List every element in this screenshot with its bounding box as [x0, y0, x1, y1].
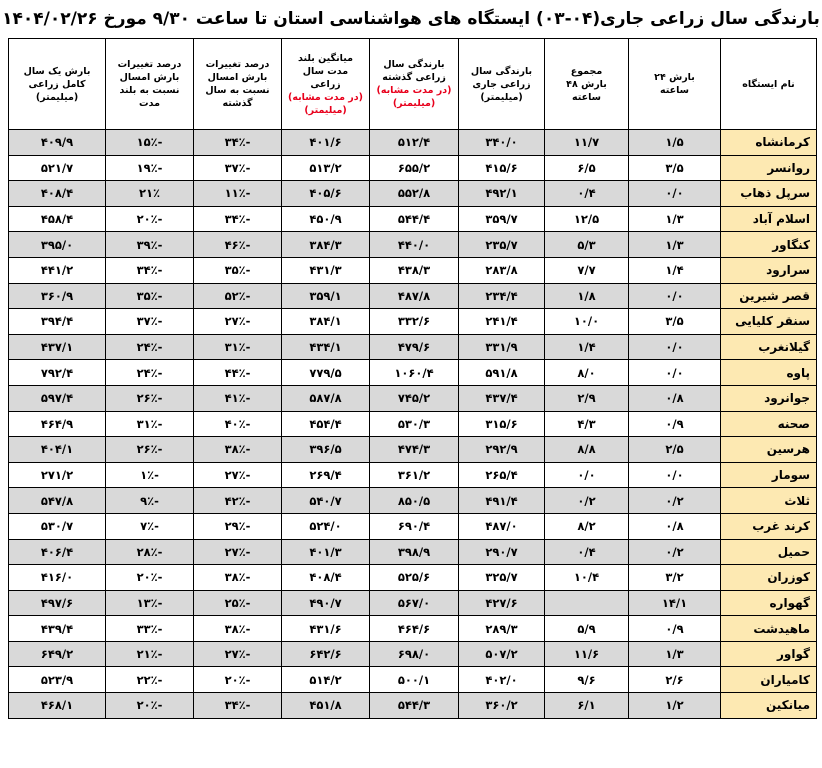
change-vs-last-year: -۲۷٪ [194, 641, 282, 667]
last-year-rain: ۵۱۲/۴ [370, 130, 459, 156]
current-year-rain: ۲۳۵/۷ [459, 232, 545, 258]
rain-48h: ۱/۴ [545, 334, 629, 360]
rain-48h: ۰/۲ [545, 488, 629, 514]
table-row [9, 539, 817, 565]
full-year-rain: ۵۲۱/۷ [9, 155, 106, 181]
header-line: درصد تغییرات [117, 59, 182, 70]
rain-48h: ۸/۸ [545, 437, 629, 463]
full-year-rain: ۵۹۷/۴ [9, 385, 106, 411]
table-row [9, 181, 817, 207]
current-year-rain: ۲۸۹/۳ [459, 616, 545, 642]
last-year-header [370, 39, 459, 130]
rain-48h: ۱۰/۰ [545, 309, 629, 335]
change-vs-long-term: -۲۶٪ [106, 385, 194, 411]
change-vs-long-term: -۲۰٪ [106, 565, 194, 591]
long-term-mean: ۲۶۹/۴ [282, 462, 370, 488]
table-row [9, 565, 817, 591]
full-year-header [9, 39, 106, 130]
full-year-rain: ۳۹۵/۰ [9, 232, 106, 258]
station-name: هرسین [721, 437, 817, 463]
full-year-rain: ۳۶۰/۹ [9, 283, 106, 309]
last-year-rain: ۴۳۸/۳ [370, 257, 459, 283]
current-year-rain: ۵۹۱/۸ [459, 360, 545, 386]
change-vs-long-term: -۷٪ [106, 513, 194, 539]
current-year-rain: ۳۴۰/۰ [459, 130, 545, 156]
station-name: میانکین [721, 693, 817, 719]
station-name: اسلام آباد [721, 206, 817, 232]
table-row [9, 283, 817, 309]
station-name: صحنه [721, 411, 817, 437]
rain-24h: ۱/۳ [629, 232, 721, 258]
rain-24h: ۰/۰ [629, 360, 721, 386]
change-vs-last-year: -۳۴٪ [194, 130, 282, 156]
current-year-rain: ۳۱۵/۶ [459, 411, 545, 437]
change-vs-long-term: -۲۸٪ [106, 539, 194, 565]
table-header-row [9, 39, 817, 130]
last-year-rain: ۸۵۰/۵ [370, 488, 459, 514]
change-vs-long-term: -۹٪ [106, 488, 194, 514]
header-line: مجموع [570, 65, 603, 77]
full-year-rain: ۵۳۰/۷ [9, 513, 106, 539]
change-vs-last-year-header [194, 39, 282, 130]
rain-24h: ۰/۲ [629, 488, 721, 514]
report-title: بارندگی سال زراعی جاری(۰۴-۰۳) ایستگاه های هواشناسی استان تا ساعت ۹/۳۰ مورخ ۱۴۰۴/۰۲/۲۶ [2, 9, 820, 29]
rain-48h: ۶/۱ [545, 693, 629, 719]
change-vs-last-year: -۲۷٪ [194, 539, 282, 565]
full-year-rain: ۳۹۴/۴ [9, 309, 106, 335]
long-term-mean: ۴۳۴/۱ [282, 334, 370, 360]
rain-24h: ۰/۲ [629, 539, 721, 565]
full-year-rain: ۴۹۷/۶ [9, 590, 106, 616]
change-vs-long-term: -۳۷٪ [106, 309, 194, 335]
current-year-rain: ۳۲۵/۷ [459, 565, 545, 591]
long-term-mean: ۳۵۹/۱ [282, 283, 370, 309]
long-term-header [282, 39, 370, 130]
change-vs-last-year: -۳۱٪ [194, 334, 282, 360]
rain-48h: ۱۱/۷ [545, 130, 629, 156]
table-row [9, 130, 817, 156]
header-line: ساعته [571, 91, 602, 103]
current-year-rain: ۴۰۲/۰ [459, 667, 545, 693]
rainfall-table [8, 38, 817, 719]
last-year-rain: ۵۵۲/۸ [370, 181, 459, 207]
header-note: (در مدت مشابه) [376, 85, 452, 96]
current-year-rain: ۲۸۳/۸ [459, 257, 545, 283]
long-term-mean: ۵۱۴/۲ [282, 667, 370, 693]
table-row [9, 334, 817, 360]
table-row [9, 155, 817, 181]
long-term-mean: ۵۲۴/۰ [282, 513, 370, 539]
full-year-rain: ۲۷۱/۲ [9, 462, 106, 488]
last-year-rain: ۳۳۲/۶ [370, 309, 459, 335]
current-year-rain: ۴۸۷/۰ [459, 513, 545, 539]
station-name: ماهیدشت [721, 616, 817, 642]
table-row [9, 360, 817, 386]
last-year-rain: ۵۳۰/۳ [370, 411, 459, 437]
header-note: (در مدت مشابه) [287, 91, 363, 103]
change-vs-last-year: -۳۷٪ [194, 155, 282, 181]
long-term-mean: ۵۸۷/۸ [282, 385, 370, 411]
current-year-rain: ۳۵۹/۷ [459, 206, 545, 232]
long-term-mean: ۷۷۹/۵ [282, 360, 370, 386]
change-vs-long-term-header [106, 39, 194, 130]
rain-48h: ۵/۹ [545, 616, 629, 642]
header-line: گذشته [222, 98, 253, 109]
change-vs-last-year: -۳۸٪ [194, 565, 282, 591]
station-name: جوانرود [721, 385, 817, 411]
rain-48h: ۰/۰ [545, 462, 629, 488]
long-term-mean: ۴۰۱/۳ [282, 539, 370, 565]
change-vs-last-year: -۲۷٪ [194, 462, 282, 488]
current-year-rain: ۲۹۲/۹ [459, 437, 545, 463]
long-term-mean: ۳۸۴/۱ [282, 309, 370, 335]
current-year-rain: ۲۶۵/۴ [459, 462, 545, 488]
rain-48h: ۸/۲ [545, 513, 629, 539]
rain-48h: ۸/۰ [545, 360, 629, 386]
change-vs-last-year: -۳۴٪ [194, 693, 282, 719]
long-term-mean: ۴۰۵/۶ [282, 181, 370, 207]
change-vs-long-term: -۳۹٪ [106, 232, 194, 258]
station-name-header [721, 39, 817, 130]
rain-24h: ۱/۴ [629, 257, 721, 283]
header-line: بارش یک سال [23, 65, 91, 77]
current-year-rain: ۲۹۰/۷ [459, 539, 545, 565]
change-vs-long-term: -۱٪ [106, 462, 194, 488]
full-year-rain: ۵۴۷/۸ [9, 488, 106, 514]
header-line: نام ایستگاه [742, 78, 795, 90]
table-row [9, 309, 817, 335]
rain-48h: ۲/۹ [545, 385, 629, 411]
change-vs-long-term: ۲۱٪ [106, 181, 194, 207]
last-year-rain: ۶۹۸/۰ [370, 641, 459, 667]
change-vs-long-term: -۲۰٪ [106, 206, 194, 232]
rain-24h: ۰/۸ [629, 385, 721, 411]
station-name: سرپل ذهاب [721, 181, 817, 207]
last-year-rain: ۴۷۴/۳ [370, 437, 459, 463]
current-year-rain: ۴۹۱/۴ [459, 488, 545, 514]
rain-48h: ۱۰/۴ [545, 565, 629, 591]
rain-48h: ۰/۴ [545, 539, 629, 565]
full-year-rain: ۴۴۱/۲ [9, 257, 106, 283]
rain-24h: ۳/۵ [629, 309, 721, 335]
full-year-rain: ۴۰۹/۹ [9, 130, 106, 156]
current-year-rain: ۳۳۱/۹ [459, 334, 545, 360]
station-name: سنقر کلیایی [721, 309, 817, 335]
rain-48h: ۶/۵ [545, 155, 629, 181]
table-row [9, 257, 817, 283]
last-year-rain: ۳۶۱/۲ [370, 462, 459, 488]
table-body [9, 130, 817, 719]
change-vs-long-term: -۱۳٪ [106, 590, 194, 616]
full-year-rain: ۴۰۴/۱ [9, 437, 106, 463]
rain-48h: ۱۲/۵ [545, 206, 629, 232]
change-vs-last-year: -۲۷٪ [194, 309, 282, 335]
full-year-rain: ۵۲۳/۹ [9, 667, 106, 693]
station-name: گهواره [721, 590, 817, 616]
last-year-rain: ۴۷۹/۶ [370, 334, 459, 360]
header-line: بارش امسال [207, 72, 268, 83]
change-vs-long-term: -۲۰٪ [106, 693, 194, 719]
station-name: کوزران [721, 565, 817, 591]
rain-24h: ۲/۶ [629, 667, 721, 693]
long-term-mean: ۴۵۴/۴ [282, 411, 370, 437]
current-year-rain: ۳۶۰/۲ [459, 693, 545, 719]
rain-48h: ۱۱/۶ [545, 641, 629, 667]
station-name: سومار [721, 462, 817, 488]
long-term-mean: ۳۸۴/۳ [282, 232, 370, 258]
change-vs-last-year: -۳۸٪ [194, 437, 282, 463]
long-term-mean: ۵۱۳/۲ [282, 155, 370, 181]
header-line: بارش ۲۴ [654, 72, 695, 83]
change-vs-last-year: -۱۱٪ [194, 181, 282, 207]
table-row [9, 385, 817, 411]
full-year-rain: ۴۶۴/۹ [9, 411, 106, 437]
rain-24h: ۰/۹ [629, 616, 721, 642]
last-year-rain: ۳۹۸/۹ [370, 539, 459, 565]
long-term-mean: ۴۵۰/۹ [282, 206, 370, 232]
change-vs-last-year: -۴۱٪ [194, 385, 282, 411]
station-name: سرارود [721, 257, 817, 283]
rain-24h: ۱/۳ [629, 206, 721, 232]
rain-24h: ۱۴/۱ [629, 590, 721, 616]
table-row [9, 437, 817, 463]
station-name: ثلاث [721, 488, 817, 514]
rain-48h: ۰/۴ [545, 181, 629, 207]
table-row [9, 206, 817, 232]
last-year-rain: ۵۲۵/۶ [370, 565, 459, 591]
last-year-rain: ۵۰۰/۱ [370, 667, 459, 693]
long-term-mean: ۴۰۱/۶ [282, 130, 370, 156]
change-vs-long-term: -۳۵٪ [106, 283, 194, 309]
header-line: نسبت به بلند [119, 85, 180, 96]
rain-24h: ۰/۰ [629, 283, 721, 309]
rain-48h: ۴/۳ [545, 411, 629, 437]
table-row [9, 513, 817, 539]
last-year-rain: ۴۸۷/۸ [370, 283, 459, 309]
header-note: (میلیمتر) [304, 104, 347, 116]
current-year-rain: ۲۴۱/۴ [459, 309, 545, 335]
table-row [9, 488, 817, 514]
header-line: (میلیمتر) [35, 91, 79, 103]
full-year-rain: ۶۴۹/۲ [9, 641, 106, 667]
rain-24h: ۱/۵ [629, 130, 721, 156]
change-vs-long-term: -۱۹٪ [106, 155, 194, 181]
last-year-rain: ۴۶۴/۶ [370, 616, 459, 642]
table-row [9, 462, 817, 488]
table-row [9, 693, 817, 719]
rain-24h: ۱/۲ [629, 693, 721, 719]
long-term-mean: ۴۰۸/۴ [282, 565, 370, 591]
station-name: حمیل [721, 539, 817, 565]
full-year-rain: ۴۳۷/۱ [9, 334, 106, 360]
station-name: گواور [721, 641, 817, 667]
header-line: ساعته [659, 85, 690, 96]
rain-24h: ۰/۹ [629, 411, 721, 437]
change-vs-long-term: -۱۵٪ [106, 130, 194, 156]
full-year-rain: ۴۰۸/۴ [9, 181, 106, 207]
last-year-rain: ۵۴۴/۴ [370, 206, 459, 232]
rain-48h: ۹/۶ [545, 667, 629, 693]
last-year-rain: ۵۴۴/۳ [370, 693, 459, 719]
rain-24h: ۳/۲ [629, 565, 721, 591]
change-vs-long-term: -۳۱٪ [106, 411, 194, 437]
header-line: زراعی [310, 78, 341, 90]
rain-24h: ۲/۵ [629, 437, 721, 463]
rain-48h-header [545, 39, 629, 130]
header-line: (میلیمتر) [480, 91, 523, 103]
rain-24h-header [629, 39, 721, 130]
header-note: (میلیمتر) [392, 98, 436, 109]
table-row [9, 667, 817, 693]
change-vs-last-year: -۵۲٪ [194, 283, 282, 309]
rain-24h: ۰/۸ [629, 513, 721, 539]
header-line: بارندگی سال [383, 59, 445, 70]
current-year-rain: ۴۱۵/۶ [459, 155, 545, 181]
table-row [9, 641, 817, 667]
station-name: قصر شیرین [721, 283, 817, 309]
station-name: پاوه [721, 360, 817, 386]
last-year-rain: ۶۹۰/۴ [370, 513, 459, 539]
table-row [9, 590, 817, 616]
full-year-rain: ۴۳۹/۴ [9, 616, 106, 642]
current-year-rain: ۴۲۷/۶ [459, 590, 545, 616]
last-year-rain: ۴۴۰/۰ [370, 232, 459, 258]
change-vs-long-term: -۳۴٪ [106, 257, 194, 283]
last-year-rain: ۶۵۵/۲ [370, 155, 459, 181]
change-vs-long-term: -۲۱٪ [106, 641, 194, 667]
table-row [9, 616, 817, 642]
last-year-rain: ۱۰۶۰/۴ [370, 360, 459, 386]
change-vs-last-year: -۴۰٪ [194, 411, 282, 437]
rain-24h: ۰/۰ [629, 462, 721, 488]
current-year-rain: ۴۳۷/۴ [459, 385, 545, 411]
rain-24h: ۰/۰ [629, 334, 721, 360]
full-year-rain: ۴۵۸/۴ [9, 206, 106, 232]
current-year-rain: ۴۹۲/۱ [459, 181, 545, 207]
header-line: زراعی گذشته [382, 72, 446, 83]
header-line: نسبت به سال [205, 85, 270, 96]
current-year-rain: ۲۳۴/۴ [459, 283, 545, 309]
last-year-rain: ۷۴۵/۲ [370, 385, 459, 411]
change-vs-long-term: -۳۳٪ [106, 616, 194, 642]
change-vs-last-year: -۲۵٪ [194, 590, 282, 616]
long-term-mean: ۳۹۶/۵ [282, 437, 370, 463]
change-vs-last-year: -۲۹٪ [194, 513, 282, 539]
table-row [9, 232, 817, 258]
station-name: کامیاران [721, 667, 817, 693]
rain-24h: ۳/۵ [629, 155, 721, 181]
rain-48h: ۷/۷ [545, 257, 629, 283]
change-vs-long-term: -۲۴٪ [106, 360, 194, 386]
long-term-mean: ۴۹۰/۷ [282, 590, 370, 616]
long-term-mean: ۵۴۰/۷ [282, 488, 370, 514]
change-vs-long-term: -۲۲٪ [106, 667, 194, 693]
header-line: کامل زراعی [28, 78, 86, 90]
table-row [9, 411, 817, 437]
station-name: روانسر [721, 155, 817, 181]
header-line: درصد تغییرات [205, 59, 270, 70]
header-line: مدت [139, 98, 160, 109]
header-line: بارش امسال [119, 72, 180, 83]
header-line: بارندگی سال [470, 65, 533, 77]
header-line: مدت سال [302, 65, 349, 77]
header-line: میانگین بلند [298, 52, 353, 64]
full-year-rain: ۷۹۲/۴ [9, 360, 106, 386]
station-name: گیلانغرب [721, 334, 817, 360]
change-vs-last-year: -۳۴٪ [194, 206, 282, 232]
change-vs-last-year: -۴۴٪ [194, 360, 282, 386]
rain-24h: ۰/۰ [629, 181, 721, 207]
station-name: کرند غرب [721, 513, 817, 539]
change-vs-long-term: -۲۶٪ [106, 437, 194, 463]
change-vs-long-term: -۲۴٪ [106, 334, 194, 360]
full-year-rain: ۴۶۸/۱ [9, 693, 106, 719]
current-year-rain: ۵۰۷/۲ [459, 641, 545, 667]
rain-48h: ۱/۸ [545, 283, 629, 309]
full-year-rain: ۴۱۶/۰ [9, 565, 106, 591]
change-vs-last-year: -۳۵٪ [194, 257, 282, 283]
change-vs-last-year: -۴۶٪ [194, 232, 282, 258]
long-term-mean: ۴۳۱/۶ [282, 616, 370, 642]
long-term-mean: ۴۵۱/۸ [282, 693, 370, 719]
header-line: زراعی جاری [472, 78, 531, 90]
long-term-mean: ۴۳۱/۳ [282, 257, 370, 283]
long-term-mean: ۶۴۲/۶ [282, 641, 370, 667]
current-year-header [459, 39, 545, 130]
change-vs-last-year: -۴۲٪ [194, 488, 282, 514]
full-year-rain: ۴۰۶/۴ [9, 539, 106, 565]
rain-48h: ۵/۳ [545, 232, 629, 258]
header-line: بارش ۴۸ [566, 78, 607, 90]
station-name: کرمانشاه [721, 130, 817, 156]
last-year-rain: ۵۶۷/۰ [370, 590, 459, 616]
station-name: کنگاور [721, 232, 817, 258]
change-vs-last-year: -۲۰٪ [194, 667, 282, 693]
change-vs-last-year: -۳۸٪ [194, 616, 282, 642]
rain-48h [545, 590, 629, 616]
rain-24h: ۱/۳ [629, 641, 721, 667]
